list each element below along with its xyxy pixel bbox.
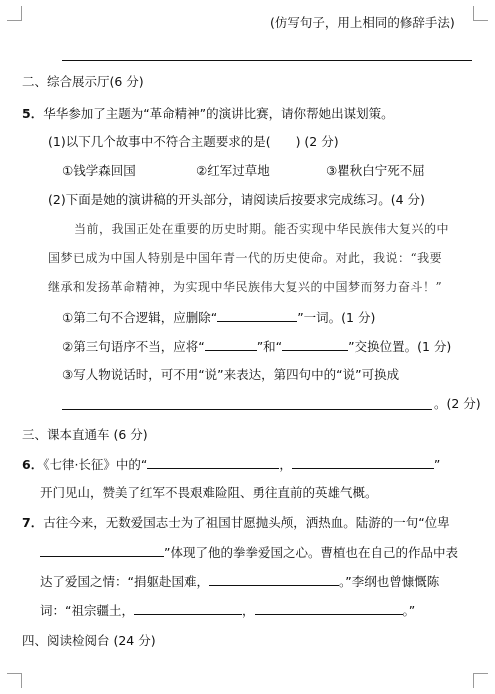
question-7-line-2-text: ”体现了他的拳拳爱国之心。曹植也在自己的作品中表: [164, 545, 458, 560]
q5-sub1: (1)以下几个故事中不符合主题要求的是( ) (2 分): [48, 134, 339, 149]
q5-sub2: (2)下面是她的演讲稿的开头部分，请阅读后按要求完成练习。(4 分): [48, 192, 425, 207]
passage-line-3: 继承和发扬革命精神，为实现中华民族伟大复兴的中国梦而努力奋斗！”: [48, 280, 443, 294]
corner-mark-top-left: [7, 6, 22, 21]
question-6-blank-2[interactable]: [292, 455, 434, 469]
rhetoric-hint: (仿写句子，用上相同的修辞手法): [270, 15, 455, 30]
task-a-blank[interactable]: [217, 308, 297, 322]
question-7-blank-3[interactable]: [134, 601, 242, 615]
option-3[interactable]: ③瞿秋白宁死不屈: [326, 163, 425, 178]
task-b: [62, 337, 451, 356]
question-6-comma: ，: [279, 457, 292, 472]
question-7-number: 7．: [22, 515, 44, 530]
corner-mark-top-right: [473, 6, 488, 21]
option-2[interactable]: ②红军过草地: [196, 163, 270, 178]
question-5-number: 5．: [22, 106, 44, 121]
task-c-score: 。(2 分): [434, 396, 481, 411]
question-7-blank-2[interactable]: [209, 572, 339, 586]
section-2-title: 二、综合展示厅(6 分): [22, 74, 144, 89]
task-b-text: ②第三句语序不当，应将“: [62, 339, 205, 354]
answer-blank-line-top[interactable]: [62, 60, 472, 61]
section-3-title: 三、课本直通车 (6 分): [22, 427, 148, 442]
task-c-blank[interactable]: [62, 409, 432, 410]
question-7-blank-4[interactable]: [255, 601, 403, 615]
task-a: [62, 308, 375, 327]
question-7-line-4-comma: ，: [241, 603, 255, 618]
corner-mark-bottom-left: [7, 673, 22, 688]
question-6: [22, 455, 440, 474]
question-7-line-4: [40, 601, 415, 620]
passage-line-2: 国梦已成为中国人特别是中国年青一代的历史使命。对此，我说：“我要: [48, 251, 443, 265]
question-7-line-3-end: 。”李纲也曾慷慨陈: [338, 574, 440, 589]
question-7-line-3: [40, 572, 439, 591]
question-6-close-quote: ”: [433, 457, 441, 472]
task-b-score: ”交换位置。(1 分): [348, 339, 452, 354]
task-b-blank-1[interactable]: [205, 337, 257, 351]
question-7-line-2: [40, 543, 458, 562]
question-7-line-4-text: 词：“祖宗疆土，: [40, 603, 134, 618]
question-5-text: 华华参加了主题为“革命精神”的演讲比赛，请你帮她出谋划策。: [43, 106, 394, 121]
task-b-mid: ”和“: [256, 339, 283, 354]
question-7-line-4-end: 。”: [402, 603, 416, 618]
task-c: ③写人物说话时，可不用“说”来表达，第四句中的“说”可换成: [62, 367, 400, 382]
task-a-text: ①第二句不合逻辑，应删除“: [62, 310, 218, 325]
task-b-blank-2[interactable]: [282, 337, 348, 351]
question-6-text: 《七律·长征》中的“: [43, 457, 148, 472]
question-6-line-2: 开门见山，赞美了红军不畏艰难险阻、勇往直前的英雄气概。: [40, 485, 378, 500]
question-7-text: 古往今来，无数爱国志士为了祖国甘愿抛头颅，洒热血。陆游的一句“位卑: [43, 515, 450, 530]
question-6-blank-1[interactable]: [147, 455, 279, 469]
option-1[interactable]: ①钱学森回国: [62, 163, 136, 178]
question-6-number: 6．: [22, 457, 44, 472]
corner-mark-bottom-right: [473, 673, 488, 688]
question-7-line-3-text: 达了爱国之情：“捐躯赴国难，: [40, 574, 209, 589]
passage-line-1: 当前，我国正处在重要的历史时期。能否实现中华民族伟大复兴的中: [74, 222, 450, 236]
section-4-title: 四、阅读检阅台 (24 分): [22, 633, 156, 648]
question-7-blank-1[interactable]: [40, 543, 164, 557]
question-7-line-1: [22, 514, 450, 532]
task-a-score: ”一词。(1 分): [297, 310, 376, 325]
question-5-stem: [22, 105, 394, 123]
